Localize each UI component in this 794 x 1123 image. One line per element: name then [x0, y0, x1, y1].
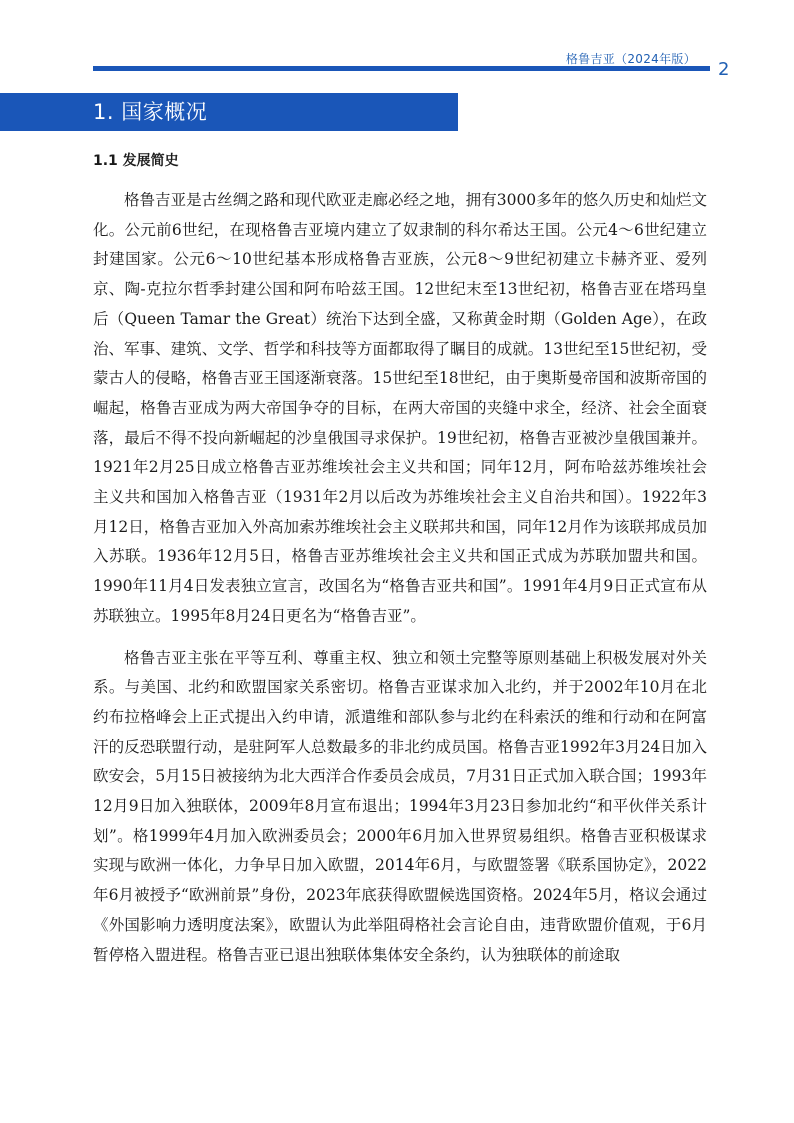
paragraph-foreign-relations: 格鲁吉亚主张在平等互利、尊重主权、独立和领土完整等原则基础上积极发展对外关系。与美国、北约和欧盟国家关系密切。格鲁吉亚谋求加入北约，并于2002年10月在北约布拉格峰会上正式提出入约申请，派遣维和部队参与北约在科索沃的维和行动和在阿富汗的反恐联盟行动，是驻阿军人总数最多的非北约成员国。格鲁吉亚1992年3月24日加入欧安会，5月15日被接纳为北大西洋合作委员会成员，7月31日正式加入联合国；1993年12月9日加入独联体，2009年8月宣布退出；1994年3月23日参加北约“和平伙伴关系计划”。格1999年4月加入欧洲委员会；2000年6月加入世界贸易组织。格鲁吉亚积极谋求实现与欧洲一体化，力争早日加入欧盟，2014年6月，与欧盟签署《联系国协定》，2022年6月被授予“欧洲前景”身份，2023年底获得欧盟候选国资格。2024年5月，格议会通过《外国影响力透明度法案》，欧盟认为此举阻碍格社会言论自由，违背欧盟价值观，于6月暂停格入盟进程。格鲁吉亚已退出独联体集体安全条约，认为独联体的前途取 — [93, 648, 707, 964]
running-header-title: 格鲁吉亚（2024年版） — [565, 52, 696, 66]
header-rule — [93, 66, 710, 71]
body-text — [93, 186, 707, 982]
section-title: 1.1 发展简史 — [93, 153, 179, 169]
paragraph-history: 格鲁吉亚是古丝绸之路和现代欧亚走廊必经之地，拥有3000多年的悠久历史和灿烂文化。公元前6世纪，在现格鲁吉亚境内建立了奴隶制的科尔希达王国。公元4～6世纪建立封建国家。公元6～10世纪基本形成格鲁吉亚族，公元8～9世纪初建立卡赫齐亚、爱列京、陶-克拉尔哲季封建公国和阿布哈兹王国。12世纪末至13世纪初，格鲁吉亚在塔玛皇后（Queen Tamar the Great）统治下达到全盛，又称黄金时期（Golden Age），在政治、军事、建筑、文学、哲学和科技等方面都取得了瞩目的成就。13世纪至15世纪初，受蒙古人的侵略，格鲁吉亚王国逐渐衰落。15世纪至18世纪，由于奥斯曼帝国和波斯帝国的崛起，格鲁吉亚成为两大帝国争夺的目标，在两大帝国的夹缝中求全，经济、社会全面衰落，最后不得不投向新崛起的沙皇俄国寻求保护。19世纪初，格鲁吉亚被沙皇俄国兼并。1921年2月25日成立格鲁吉亚苏维埃社会主义共和国；同年12月，阿布哈兹苏维埃社会主义共和国加入格鲁吉亚（1931年2月以后改为苏维埃社会主义自治共和国）。1922年3月12日，格鲁吉亚加入外高加索苏维埃社会主义联邦共和国，同年12月作为该联邦成员加入苏联。1936年12月5日，格鲁吉亚苏维埃社会主义共和国正式成为苏联加盟共和国。1990年11月4日发表独立宣言，改国名为“格鲁吉亚共和国”。1991年4月9日正式宣布从苏联独立。1995年8月24日更名为“格鲁吉亚”。 — [93, 191, 707, 625]
chapter-title: 1. 国家概况 — [93, 100, 208, 124]
chapter-banner — [0, 93, 458, 131]
page-number: 2 — [718, 59, 730, 80]
